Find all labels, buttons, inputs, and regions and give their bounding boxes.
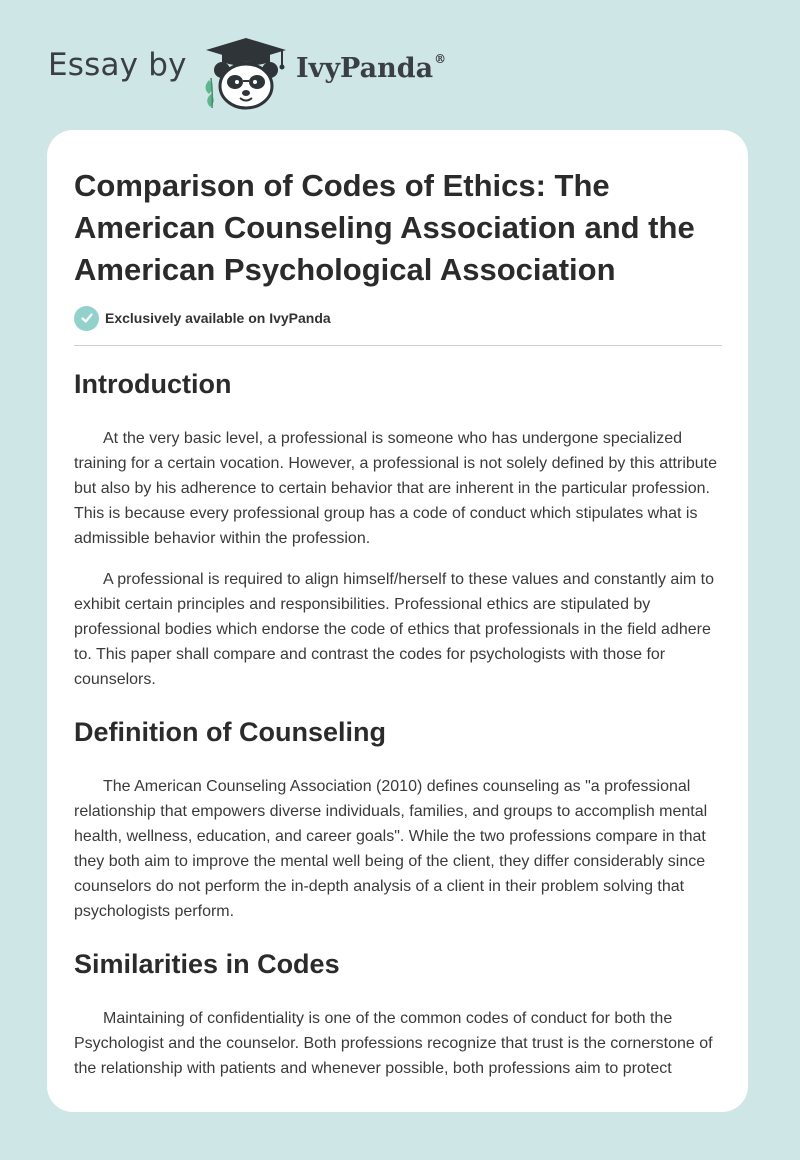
paragraph: Maintaining of confidentiality is one of the common codes of conduct for both the Psychologist and the counselor. Both professions recognize that trust is the cornerstone of the relationship with patients and whenever possible, both professions aim to protect: [74, 1010, 713, 1077]
paragraph: The American Counseling Association (2010) defines counseling as "a professional relationship that empowers diverse individuals, families, and groups to accomplish mental health, wellness, education, and career goals". While the two professions compare in that they both aim to improve the mental well being of the client, they differ considerably since counselors do not perform the in-depth analysis of a client in their problem solving that psychologists perform.: [74, 778, 708, 920]
exclusive-badge-label: Exclusively available on IvyPanda: [105, 310, 331, 326]
exclusive-badge: [74, 305, 722, 331]
panda-graduation-cap-icon[interactable]: [200, 36, 292, 110]
site-header: [0, 0, 800, 130]
paragraph: A professional is required to align himself/herself to these values and constantly aim to exhibit certain principles and responsibilities. Professional ethics are stipulated by professional bodies which endorse the code of ethics that professionals in the field adhere to. This paper shall compare and contrast the codes for psychologists with those for counselors.: [74, 571, 714, 688]
essay-content: [74, 165, 722, 1081]
check-icon: [74, 306, 99, 331]
brand-name-text: IvyPanda: [296, 53, 434, 84]
paragraph: At the very basic level, a professional is someone who has undergone specialized training for a certain vocation. However, a professional is not solely defined by this attribute but also by his adherence to certain behavior that are inherent in the particular profession. This is because every professional group has a code of conduct which stipulates what is admissible behavior within the profession.: [74, 430, 718, 547]
title-divider: [74, 345, 722, 346]
registered-mark: ®: [434, 52, 447, 66]
essay-card: [47, 130, 748, 1112]
section-heading-definition-of-counseling: Definition of Counseling: [74, 717, 386, 747]
brand-name[interactable]: [296, 52, 447, 84]
section-heading-introduction: Introduction: [74, 369, 232, 399]
section-heading-similarities-in-codes: Similarities in Codes: [74, 949, 340, 979]
page-title: Comparison of Codes of Ethics: The American Counseling Association and the American Psychological Association: [74, 168, 695, 287]
essay-by-label: Essay by: [48, 47, 187, 83]
